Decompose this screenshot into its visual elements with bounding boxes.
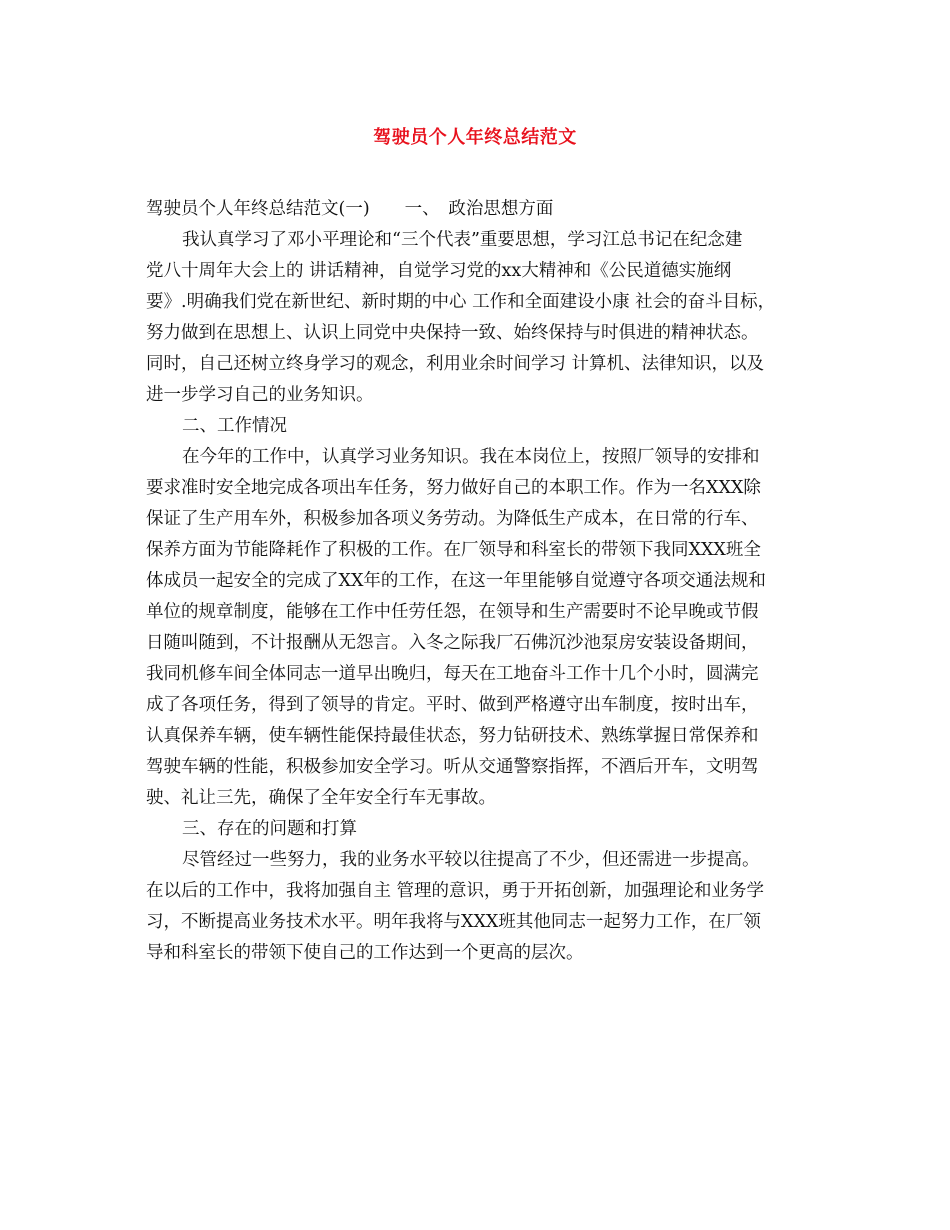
section-heading: 三、存在的问题和打算 (182, 819, 357, 839)
text-line: 驾驶员个人年终总结范文(一) 一、 政治思想方面 (146, 199, 554, 219)
text-line: 在以后的工作中，我将加强自主 管理的意识，勇于开拓创新，加强理论和业务学 (146, 881, 765, 901)
text-line: 驾驶车辆的性能，积极参加安全学习。听从交通警察指挥，不酒后开车，文明驾 (146, 757, 759, 777)
text-line: 成了各项任务，得到了领导的肯定。平时、做到严格遵守出车制度，按时出车， (146, 695, 759, 715)
text-line: 保养方面为节能降耗作了积极的工作。在厂领导和科室长的带领下我同XXX班全 (146, 540, 761, 560)
text-line: 体成员一起安全的完成了XX年的工作，在这一年里能够自觉遵守各项交通法规和 (146, 571, 766, 591)
text-line: 保证了生产用车外，积极参加各项义务劳动。为降低生产成本，在日常的行车、 (146, 509, 759, 529)
text-line: 驶、礼让三先，确保了全年安全行车无事故。 (146, 788, 496, 808)
text-line: 在今年的工作中，认真学习业务知识。我在本岗位上，按照厂领导的安排和 (182, 447, 760, 467)
text-line: 同时，自己还树立终身学习的观念，利用业余时间学习 计算机、法律知识，以及 (146, 354, 765, 374)
document-body (146, 194, 826, 969)
text-line: 单位的规章制度，能够在工作中任劳任怨，在领导和生产需要时不论早晚或节假 (146, 602, 759, 622)
text-line: 进一步学习自己的业务知识。 (146, 385, 374, 405)
text-line: 认真保养车辆，使车辆性能保持最佳状态，努力钻研技术、熟练掌握日常保养和 (146, 726, 759, 746)
text-line: 努力做到在思想上、认识上同党中央保持一致、始终保持与时俱进的精神状态。 (146, 323, 759, 343)
text-line: 我认真学习了邓小平理论和“三个代表”重要思想，学习江总书记在纪念建 (182, 230, 743, 250)
text-line: 党八十周年大会上的 讲话精神，自觉学习党的xx大精神和《公民道德实施纲 (146, 261, 732, 281)
section-heading: 二、工作情况 (182, 416, 287, 436)
text-line: 尽管经过一些努力，我的业务水平较以往提高了不少，但还需进一步提高。 (182, 850, 760, 870)
document-title: 驾驶员个人年终总结范文 (373, 127, 577, 148)
text-line: 我同机修车间全体同志一道早出晚归，每天在工地奋斗工作十几个小时，圆满完 (146, 664, 759, 684)
text-line: 要求准时安全地完成各项出车任务，努力做好自己的本职工作。作为一名XXX除 (146, 478, 761, 498)
text-line: 习，不断提高业务技术水平。明年我将与XXX班其他同志一起努力工作，在厂领 (146, 912, 761, 932)
text-line: 日随叫随到，不计报酬从无怨言。入冬之际我厂石佛沉沙池泵房安装设备期间， (146, 633, 759, 653)
text-line: 要》.明确我们党在新世纪、新时期的中心 工作和全面建设小康 社会的奋斗目标， (146, 292, 776, 312)
text-line: 导和科室长的带领下使自己的工作达到一个更高的层次。 (146, 943, 584, 963)
